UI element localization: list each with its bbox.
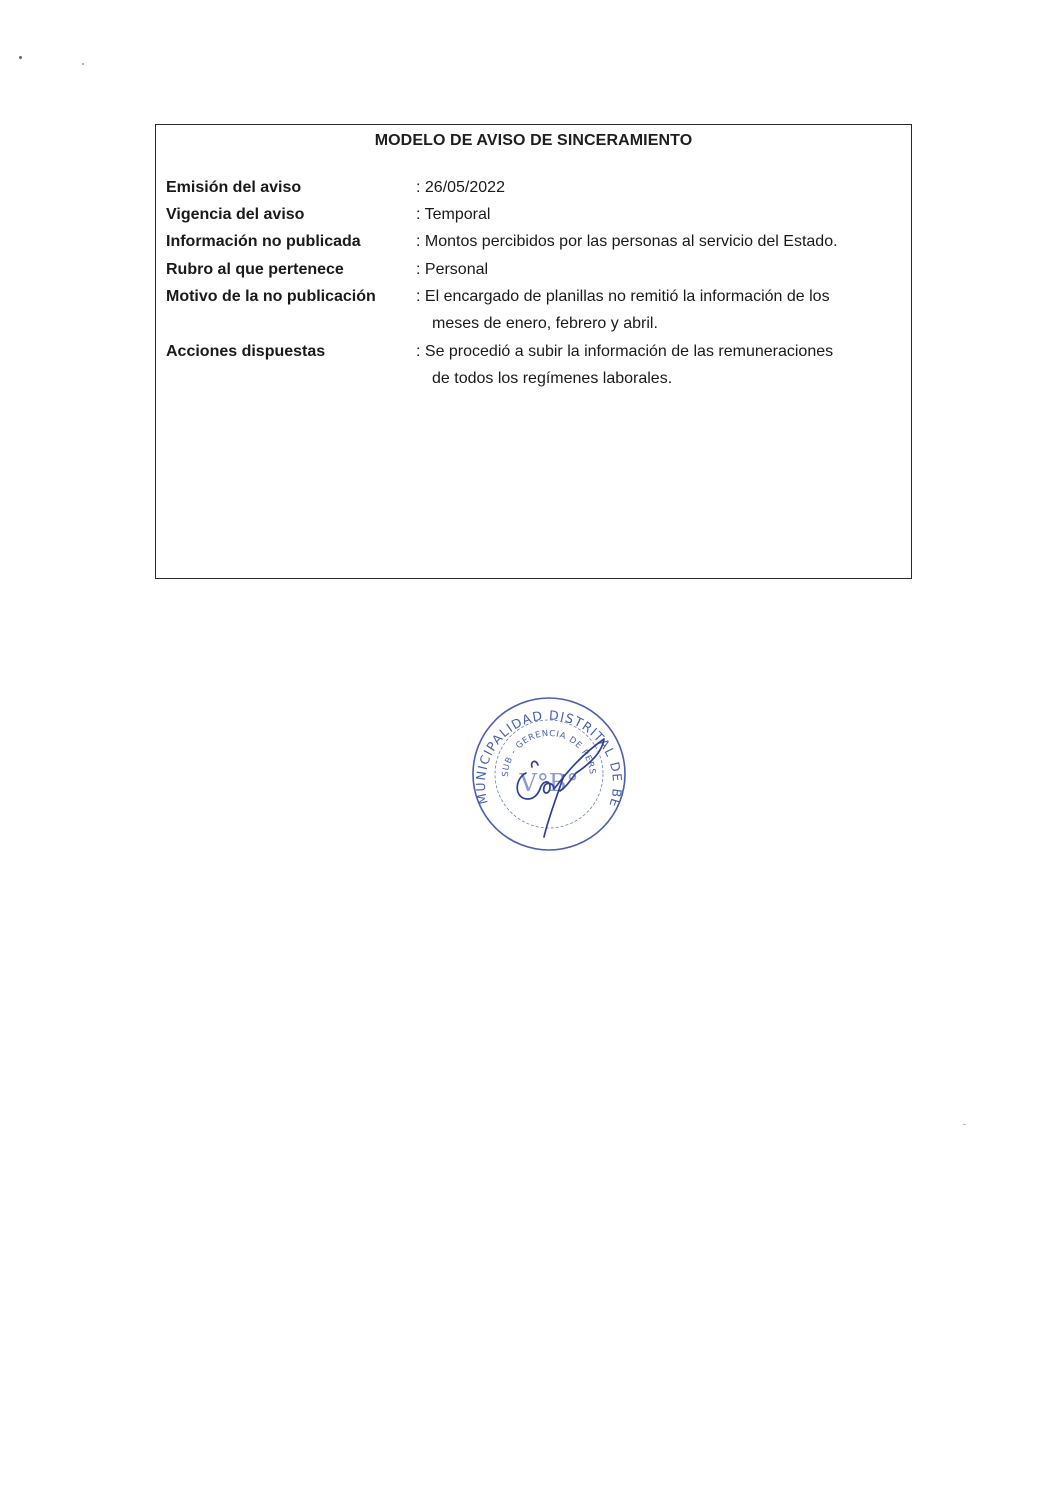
scan-speck: [19, 56, 22, 59]
field-value-line: : Personal: [416, 261, 489, 278]
field-label: Motivo de la no publicación: [166, 288, 376, 305]
field-value-line: : Temporal: [416, 206, 491, 223]
official-seal: [470, 695, 628, 853]
field-value-line: : 26/05/2022: [416, 179, 505, 196]
field-value-continuation: de todos los regímenes laborales.: [432, 370, 673, 387]
seal-outer-text: MUNICIPALIDAD DISTRITAL DE BE: [472, 707, 626, 810]
scan-speck: [82, 63, 84, 65]
seal-inner-text: SUB - GERENCIA DE PERS: [500, 728, 598, 778]
field-value-line: : Se procedió a subir la información de las remuneraciones: [416, 343, 834, 360]
field-label: Emisión del aviso: [166, 179, 302, 196]
seal-graphic: [470, 695, 628, 853]
notice-box: [155, 124, 912, 579]
field-value-continuation: meses de enero, febrero y abril.: [432, 315, 658, 332]
field-value: [416, 256, 902, 283]
scan-speck: [963, 1124, 966, 1125]
field-label: Información no publicada: [166, 233, 361, 250]
field-value-line: : Montos percibidos por las personas al servicio del Estado.: [416, 233, 838, 250]
seal-center-text: V°B°: [519, 769, 579, 797]
field-value-line: : El encargado de planillas no remitió la información de los: [416, 288, 830, 305]
field-label: Rubro al que pertenece: [166, 261, 344, 278]
field-value: [416, 338, 902, 392]
field-value: [416, 283, 902, 337]
field-label: Acciones dispuestas: [166, 343, 326, 360]
field-label: Vigencia del aviso: [166, 206, 305, 223]
field-value: [416, 228, 902, 255]
notice-title: MODELO DE AVISO DE SINCERAMIENTO: [374, 132, 693, 149]
field-value: [416, 201, 902, 228]
field-value: [416, 174, 902, 201]
